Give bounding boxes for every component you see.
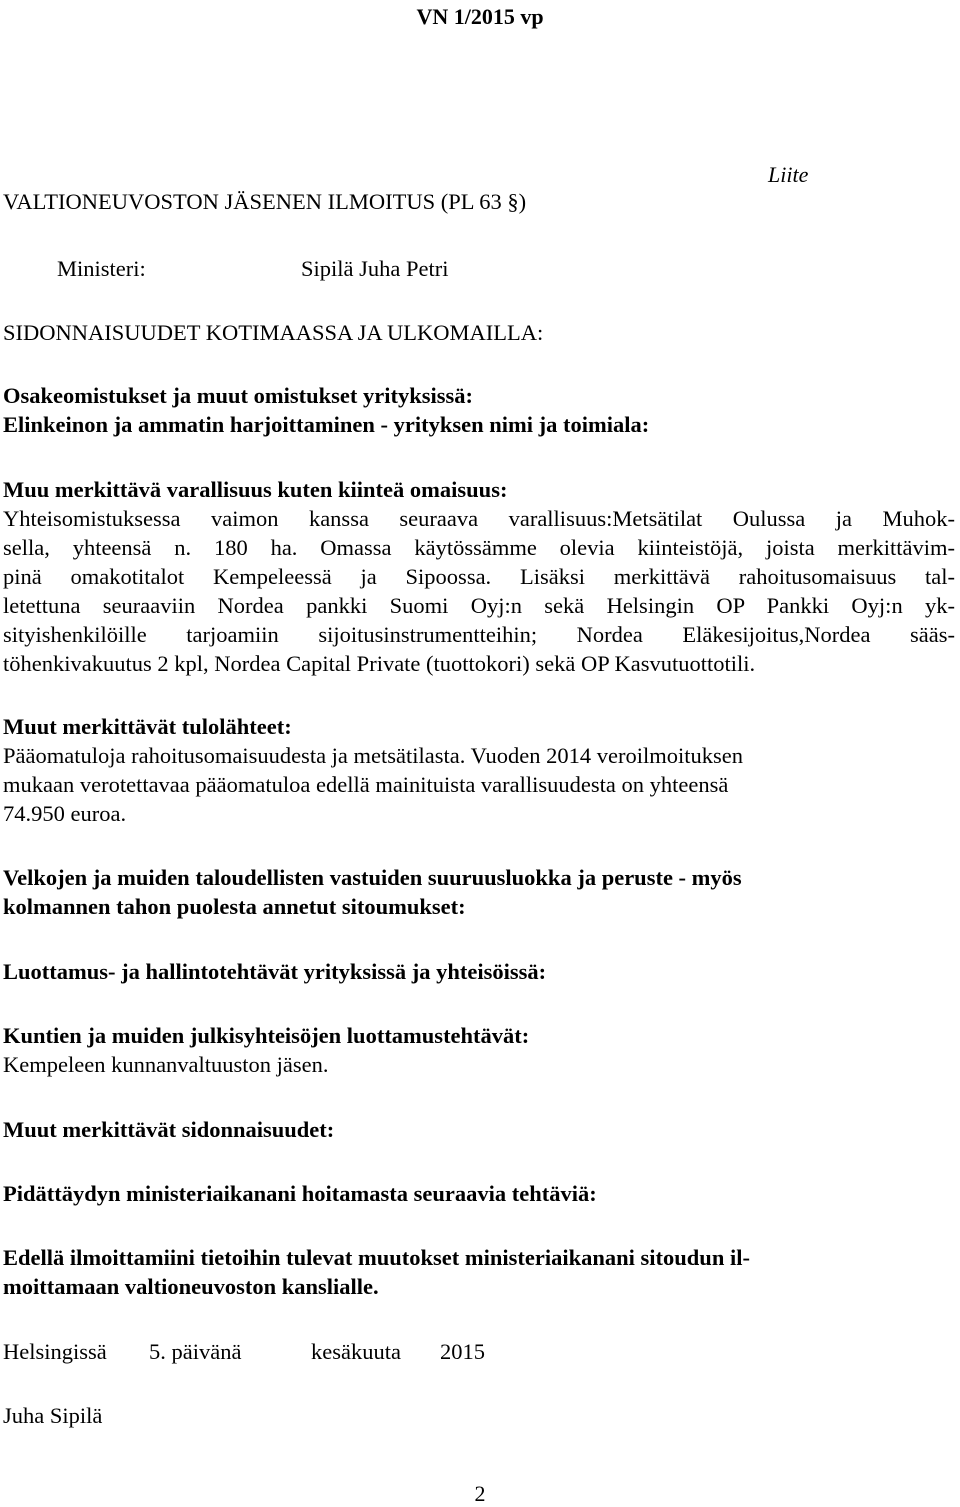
- document-header: VN 1/2015 vp: [416, 4, 544, 29]
- income-line: Pääomatuloja rahoitusomaisuudesta ja metsätilasta. Vuoden 2014 veroilmoituksen: [3, 743, 743, 768]
- signature-name: Juha Sipilä: [3, 1403, 103, 1428]
- heading-debts: Velkojen ja muiden taloudellisten vastuiden suuruusluokka ja peruste - myös: [3, 865, 742, 890]
- minister-label: Ministeri:: [57, 256, 146, 281]
- heading-business: Elinkeinon ja ammatin harjoittaminen - yrityksen nimi ja toimiala:: [3, 412, 650, 437]
- page-number: 2: [474, 1481, 486, 1506]
- heading-changes: Edellä ilmoittamiini tietoihin tulevat muutokset ministeriaikanani sitoudun il-: [3, 1245, 750, 1270]
- assets-line: pinä omakotitalot Kempeleessä ja Sipoossa. Lisäksi merkittävä rahoitusomaisuus tal-: [3, 564, 955, 589]
- income-line: 74.950 euroa.: [3, 801, 127, 826]
- heading-debts: kolmannen tahon puolesta annetut sitoumukset:: [3, 894, 466, 919]
- document-title: VALTIONEUVOSTON JÄSENEN ILMOITUS (PL 63 §): [3, 189, 527, 214]
- income-line: mukaan verotettavaa pääomatuloa edellä mainituista varallisuudesta on yhteensä: [3, 772, 729, 797]
- assets-line: sityishenkilöille tarjoamiin sijoitusinstrumentteihin; Nordea Eläkesijoitus,Nordea sääs-: [3, 622, 955, 647]
- assets-line: sella, yhteensä n. 180 ha. Omassa käytössämme olevia kiinteistöjä, joista merkittävim-: [3, 535, 955, 560]
- heading-trust-positions: Luottamus- ja hallintotehtävät yrityksissä ja yhteisöissä:: [3, 959, 547, 984]
- heading-assets: Muu merkittävä varallisuus kuten kiinteä omaisuus:: [3, 477, 508, 502]
- section-heading-ties: SIDONNAISUUDET KOTIMAASSA JA ULKOMAILLA:: [3, 320, 544, 345]
- heading-shares: Osakeomistukset ja muut omistukset yrityksissä:: [3, 383, 474, 408]
- municipal-positions-text: Kempeleen kunnanvaltuuston jäsen.: [3, 1052, 329, 1077]
- signing-month: kesäkuuta: [311, 1339, 401, 1364]
- signing-place: Helsingissä: [3, 1339, 107, 1364]
- heading-refrain-duties: Pidättäydyn ministeriaikanani hoitamasta seuraavia tehtäviä:: [3, 1181, 597, 1206]
- assets-line: töhenkivakuutus 2 kpl, Nordea Capital Private (tuottokori) sekä OP Kasvutuottotili.: [3, 651, 756, 676]
- assets-line: Yhteisomistuksessa vaimon kanssa seuraava varallisuus:Metsätilat Oulussa ja Muhok-: [3, 506, 955, 531]
- heading-changes: moittamaan valtioneuvoston kanslialle.: [3, 1274, 379, 1299]
- attachment-label: Liite: [768, 162, 809, 187]
- minister-name: Sipilä Juha Petri: [301, 256, 449, 281]
- signing-day: 5. päivänä: [149, 1339, 242, 1364]
- heading-other-ties: Muut merkittävät sidonnaisuudet:: [3, 1117, 335, 1142]
- signing-year: 2015: [440, 1339, 485, 1364]
- heading-income: Muut merkittävät tulolähteet:: [3, 714, 292, 739]
- heading-municipal-positions: Kuntien ja muiden julkisyhteisöjen luottamustehtävät:: [3, 1023, 530, 1048]
- assets-line: letettuna seuraaviin Nordea pankki Suomi Oyj:n sekä Helsingin OP Pankki Oyj:n yk-: [3, 593, 955, 618]
